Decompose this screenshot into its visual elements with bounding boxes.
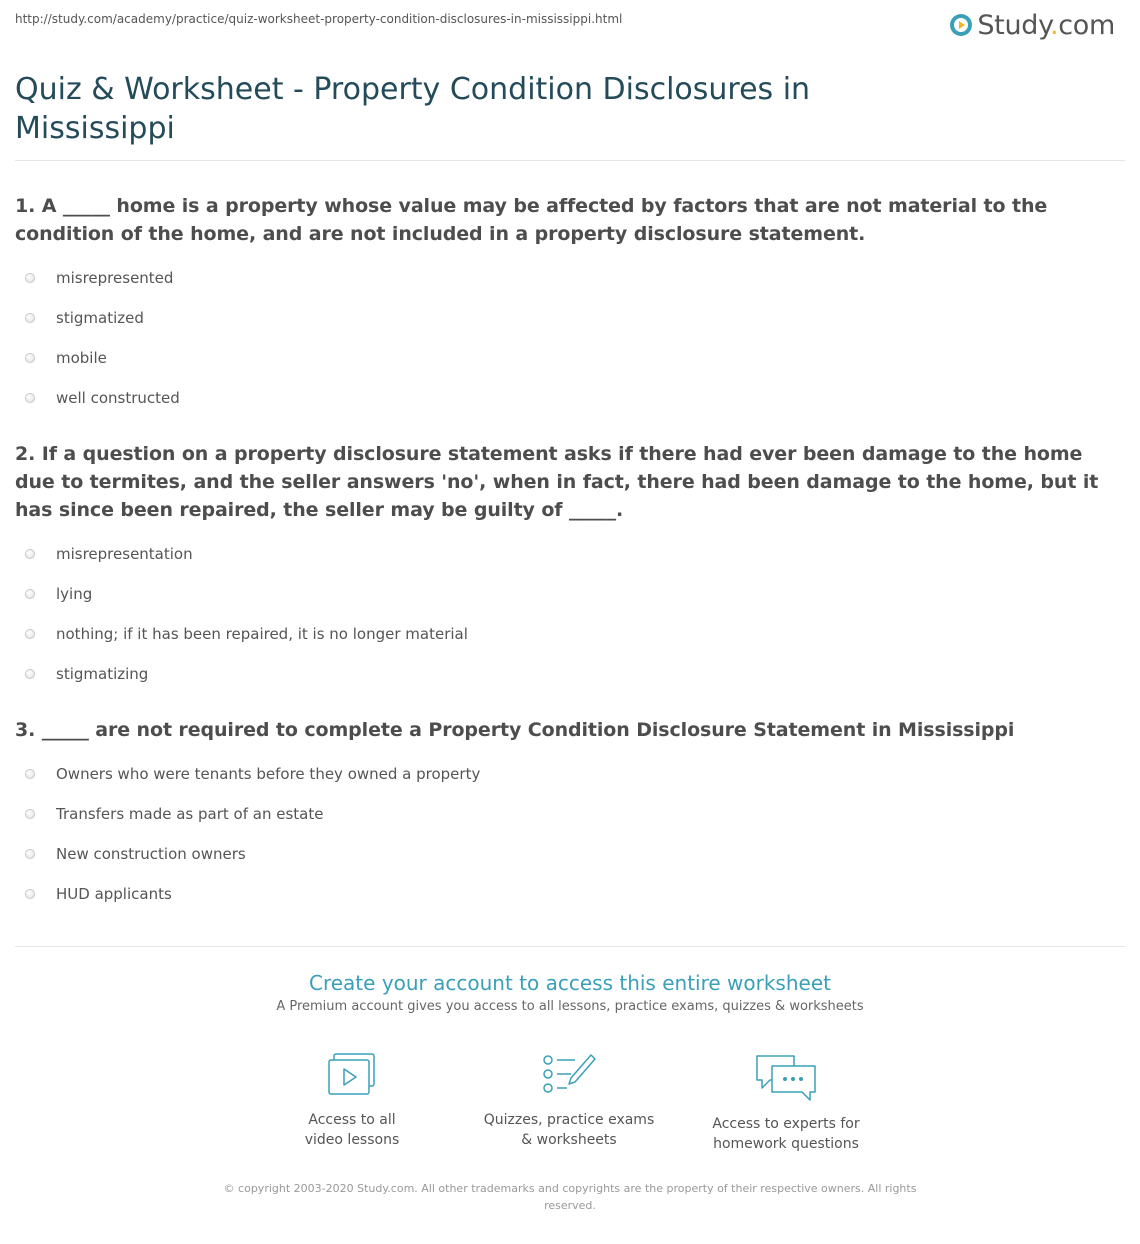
feature-quizzes <box>469 1052 669 1150</box>
page-url: http://study.com/academy/practice/quiz-worksheet-property-condition-disclosures-in-mississippi.html <box>15 12 623 26</box>
choice-label: New construction owners <box>56 845 246 863</box>
choice-label: well constructed <box>56 389 180 407</box>
question-text: 2. If a question on a property disclosure statement asks if there had ever been damage to the home due to termites, and the seller answers 'no', when in fact, there had been damage to the home, but it has since been repaired, the seller may be guilty of _____. <box>15 443 1099 521</box>
play-logo-icon <box>949 13 973 37</box>
feature-label: Access to experts for homework questions <box>712 1116 860 1152</box>
choice-label: stigmatizing <box>56 665 149 683</box>
account-cta <box>0 968 1140 1014</box>
answer-choice[interactable] <box>15 654 1125 694</box>
choice-label: stigmatized <box>56 309 144 327</box>
radio-button[interactable] <box>25 549 35 559</box>
question-2 <box>15 440 1125 694</box>
radio-button[interactable] <box>25 353 35 363</box>
choice-label: Transfers made as part of an estate <box>56 805 324 823</box>
choice-label: misrepresented <box>56 269 174 287</box>
radio-button[interactable] <box>25 889 35 899</box>
question-1 <box>15 192 1125 418</box>
choice-label: mobile <box>56 349 107 367</box>
radio-button[interactable] <box>25 669 35 679</box>
quiz-checklist-icon <box>541 1052 597 1098</box>
cta-divider <box>15 946 1125 947</box>
cta-title[interactable]: Create your account to access this entire worksheet <box>309 971 831 995</box>
radio-button[interactable] <box>25 849 35 859</box>
question-text: 3. _____ are not required to complete a Property Condition Disclosure Statement in Mississippi <box>15 719 1015 741</box>
radio-button[interactable] <box>25 809 35 819</box>
answer-choice[interactable] <box>15 794 1125 834</box>
answer-choice[interactable] <box>15 534 1125 574</box>
choice-label: lying <box>56 585 93 603</box>
answer-choice[interactable] <box>15 298 1125 338</box>
feature-experts <box>686 1052 886 1154</box>
choice-label: misrepresentation <box>56 545 193 563</box>
radio-button[interactable] <box>25 769 35 779</box>
answer-choice[interactable] <box>15 834 1125 874</box>
title-divider <box>15 160 1125 161</box>
page-title: Quiz & Worksheet - Property Condition Disclosures in Mississippi <box>15 72 811 146</box>
radio-button[interactable] <box>25 589 35 599</box>
feature-label: Quizzes, practice exams & worksheets <box>483 1112 655 1148</box>
logo-text: Study.com <box>977 9 1115 41</box>
video-lessons-icon <box>326 1052 378 1098</box>
study-logo[interactable] <box>949 8 1115 42</box>
choice-label: HUD applicants <box>56 885 172 903</box>
answer-choice[interactable] <box>15 378 1125 418</box>
expert-chat-icon <box>754 1052 818 1102</box>
feature-video-lessons <box>252 1052 452 1150</box>
radio-button[interactable] <box>25 393 35 403</box>
answer-choice[interactable] <box>15 614 1125 654</box>
answer-choice[interactable] <box>15 258 1125 298</box>
choice-label: nothing; if it has been repaired, it is no longer material <box>56 625 468 643</box>
radio-button[interactable] <box>25 629 35 639</box>
choice-label: Owners who were tenants before they owned a property <box>56 765 481 783</box>
answer-choice[interactable] <box>15 754 1125 794</box>
answer-choice[interactable] <box>15 338 1125 378</box>
answer-choice[interactable] <box>15 574 1125 614</box>
feature-label: Access to all video lessons <box>304 1112 400 1148</box>
question-3 <box>15 716 1125 914</box>
answer-choice[interactable] <box>15 874 1125 914</box>
top-bar <box>15 0 1125 46</box>
question-list <box>15 192 1125 936</box>
copyright-notice: © copyright 2003-2020 Study.com. All other trademarks and copyrights are the property of their respective owners. All rights reserved. <box>223 1182 917 1212</box>
radio-button[interactable] <box>25 313 35 323</box>
radio-button[interactable] <box>25 273 35 283</box>
question-text: 1. A _____ home is a property whose value may be affected by factors that are not material to the condition of the home, and are not included in a property disclosure statement. <box>15 195 1048 245</box>
cta-subtitle: A Premium account gives you access to all lessons, practice exams, quizzes & worksheets <box>276 999 864 1014</box>
